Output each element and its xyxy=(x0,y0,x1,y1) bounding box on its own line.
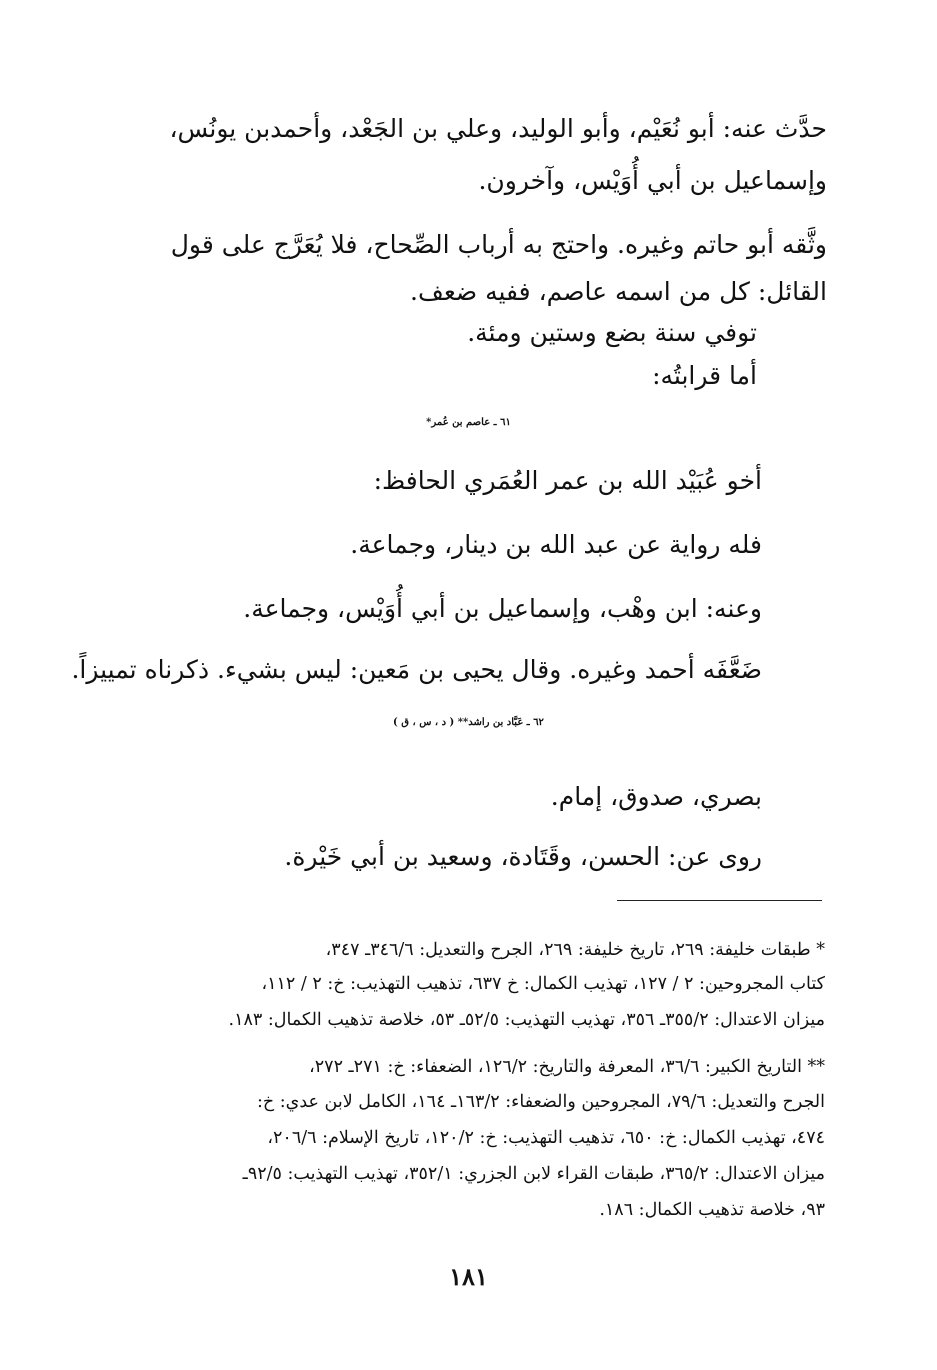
entry-62-narrations-line: روى عن: الحسن، وقَتَادة، وسعيد بن أبي خَيْرة. xyxy=(284,842,762,871)
entry-61-brother-line: أخو عُبَيْد الله بن عمر العُمَري الحافظ: xyxy=(373,466,762,495)
reliability-line-2: القائل: كل من اسمه عاصم، ففيه ضعف. xyxy=(410,277,827,306)
entry-61-narrations-line: فله رواية عن عبد الله بن دينار، وجماعة. xyxy=(350,530,762,559)
footnote-2-line-1: ** التاريخ الكبير: ٣٦/٦، المعرفة والتاريخ: ١٢٦/٢، الضعفاء: خ: ٢٧١ـ ٢٧٢، xyxy=(309,1057,825,1077)
footnote-2-line-4: ميزان الاعتدال: ٣٦٥/٢، طبقات القراء لابن الجزري: ٣٥٢/١، تهذيب التهذيب: ٩٢/٥ـ xyxy=(242,1164,825,1184)
entry-61-students-line: وعنه: ابن وهْب، وإسماعيل بن أبي أُوَيْس، وجماعة. xyxy=(243,594,762,623)
entry-61-weakness-line: ضَعَّفَه أحمد وغيره. وقال يحيى بن مَعين: ليس بشيء. ذكرناه تمييزاً. xyxy=(71,655,762,684)
footnote-1-line-1: * طبقات خليفة: ٢٦٩، تاريخ خليفة: ٢٦٩، الجرح والتعديل: ٣٤٦/٦ـ ٣٤٧، xyxy=(325,940,825,960)
entry-62-heading: ٦٢ ـ عَبَّاد بن راشد** ( د ، س ، ق ) xyxy=(393,717,544,728)
footnote-2-line-5: ٩٣، خلاصة تذهيب الكمال: ١٨٦. xyxy=(599,1200,825,1220)
footnote-2-line-3: ٤٧٤، تهذيب الكمال: خ: ٦٥٠، تذهيب التهذيب: خ: ١٢٠/٢، تاريخ الإسلام: ٢٠٦/٦، xyxy=(267,1128,825,1148)
footnote-1-line-2: كتاب المجروحين: ٢ / ١٢٧، تهذيب الكمال: خ ٦٣٧، تذهيب التهذيب: خ: ٢ / ١١٢، xyxy=(261,974,825,994)
reliability-line-1: وثَّقه أبو حاتم وغيره. واحتج به أرباب الصِّحاح، فلا يُعَرَّج على قول xyxy=(170,230,827,259)
entry-61-heading: ٦١ ـ عاصم بن عُمر* xyxy=(426,417,511,428)
relatives-intro-line: أما قرابتُه: xyxy=(652,361,757,390)
entry-62-description-line: بصري، صدوق، إمام. xyxy=(550,782,762,811)
page-number: ١٨١ xyxy=(449,1262,488,1291)
footnote-2-line-2: الجرح والتعديل: ٧٩/٦، المجروحين والضعفاء: ١٦٣/٢ـ ١٦٤، الكامل لابن عدي: خ: xyxy=(256,1092,825,1112)
narrators-from-line-1: حدَّث عنه: أبو نُعَيْم، وأبو الوليد، وعلي بن الجَعْد، وأحمدبن يونُس، xyxy=(169,114,827,143)
footnote-separator xyxy=(617,900,822,901)
footnote-1-line-3: ميزان الاعتدال: ٣٥٥/٢ـ ٣٥٦، تهذيب التهذيب: ٥٢/٥ـ ٥٣، خلاصة تذهيب الكمال: ١٨٣. xyxy=(228,1010,825,1030)
death-year-line: توفي سنة بضع وستين ومئة. xyxy=(467,318,757,347)
narrators-from-line-2: وإسماعيل بن أبي أُوَيْس، وآخرون. xyxy=(478,166,827,195)
